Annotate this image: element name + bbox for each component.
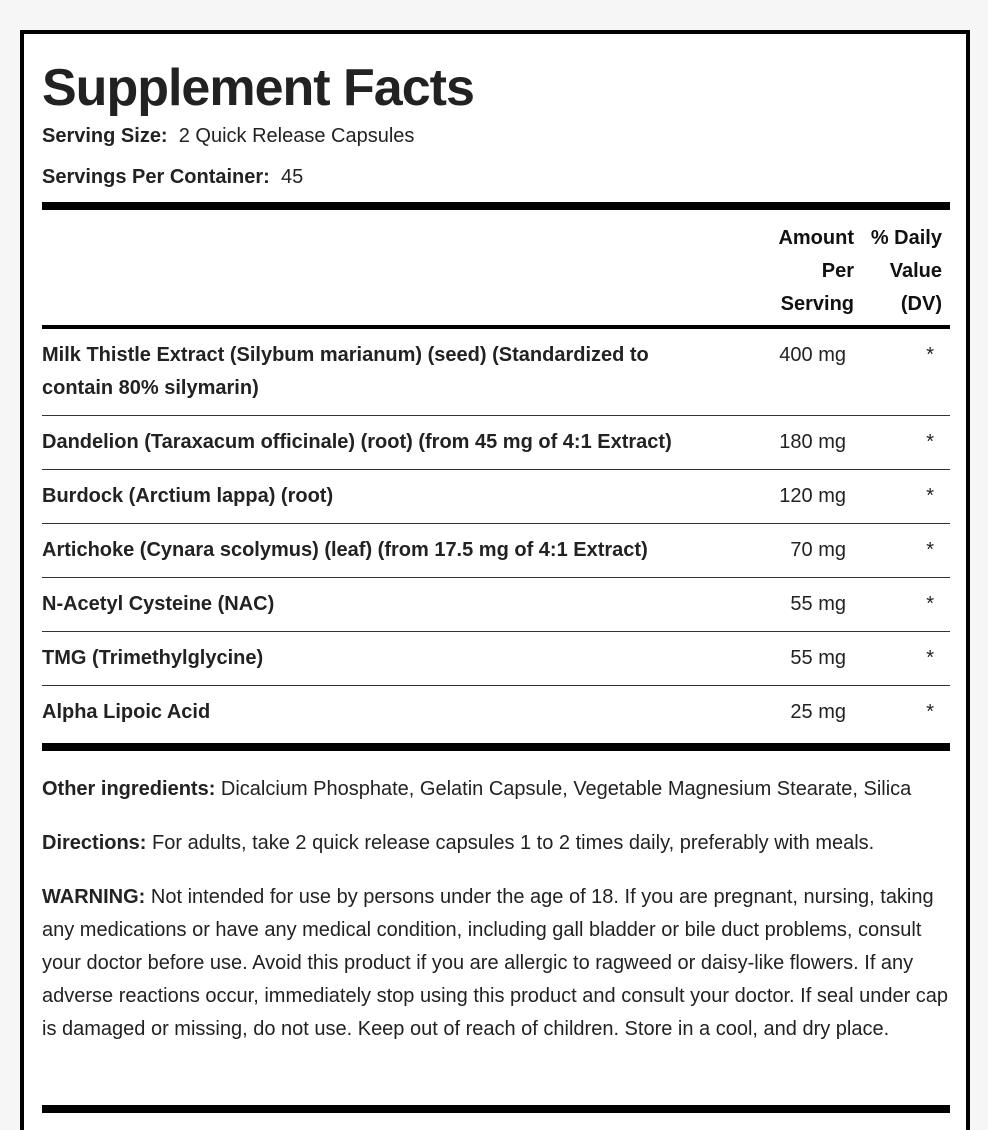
ingredient-name: Milk Thistle Extract (Silybum marianum) (seed) (Standardized to contain 80% silymarin)	[42, 344, 649, 399]
header-line: (DV)	[900, 293, 942, 315]
ingredient-amount: 25 mg	[790, 701, 846, 723]
header-line: Amount	[778, 227, 854, 249]
divider-bottom	[42, 1105, 950, 1113]
servings-per-container	[42, 165, 950, 189]
ingredient-name: N-Acetyl Cysteine (NAC)	[42, 593, 275, 615]
header-line: % Daily	[870, 227, 942, 249]
ingredient-name: Burdock (Arctium lappa) (root)	[42, 485, 334, 507]
table-row	[42, 578, 950, 631]
ingredient-dv: *	[926, 647, 934, 669]
ingredient-dv: *	[926, 431, 934, 453]
serving-size-label: Serving Size:	[42, 125, 168, 147]
panel-content	[42, 34, 950, 1046]
ingredient-amount: 55 mg	[790, 647, 846, 669]
table-row	[42, 524, 950, 577]
table-row	[42, 686, 950, 739]
table-row	[42, 632, 950, 685]
table-row	[42, 416, 950, 469]
ingredient-dv: *	[926, 539, 934, 561]
ingredient-amount: 120 mg	[779, 485, 846, 507]
ingredient-dv: *	[926, 701, 934, 723]
other-ingredients-label: Other ingredients:	[42, 778, 216, 800]
ingredient-amount: 180 mg	[779, 431, 846, 453]
other-ingredients	[42, 773, 950, 806]
servings-per-container-label: Servings Per Container:	[42, 166, 270, 188]
ingredient-amount: 55 mg	[790, 593, 846, 615]
table-header	[42, 210, 950, 325]
header-line: Serving	[780, 293, 854, 315]
table-row	[42, 329, 950, 415]
ingredient-dv: *	[926, 485, 934, 507]
amount-per-serving-header	[778, 222, 854, 321]
divider-thick	[42, 743, 950, 751]
ingredient-name: Alpha Lipoic Acid	[42, 701, 211, 723]
ingredient-amount: 400 mg	[779, 344, 846, 366]
directions-text: For adults, take 2 quick release capsules 1 to 2 times daily, preferably with meals.	[152, 832, 875, 854]
divider-thick	[42, 202, 950, 210]
ingredient-dv: *	[926, 344, 934, 366]
daily-value-header	[871, 222, 942, 321]
serving-size	[42, 124, 950, 148]
serving-size-value: 2 Quick Release Capsules	[178, 125, 415, 147]
table-row	[42, 470, 950, 523]
directions-label: Directions:	[42, 832, 147, 854]
ingredient-name: Dandelion (Taraxacum officinale) (root) (from 45 mg of 4:1 Extract)	[42, 431, 672, 453]
ingredient-name: TMG (Trimethylglycine)	[42, 647, 264, 669]
directions	[42, 827, 950, 860]
ingredient-amount: 70 mg	[790, 539, 846, 561]
ingredient-name: Artichoke (Cynara scolymus) (leaf) (from 17.5 mg of 4:1 Extract)	[42, 539, 648, 561]
other-ingredients-text: Dicalcium Phosphate, Gelatin Capsule, Vegetable Magnesium Stearate, Silica	[220, 778, 912, 800]
warning-text: Not intended for use by persons under the age of 18. If you are pregnant, nursing, taking any medications or have any medical condition, including gall bladder or bile duct problems, consult your doctor before use. Avoid this product if you are allergic to ragweed or daisy-like flowers. If any adverse reactions occur, immediately stop using this product and consult your doctor. If seal under cap is damaged or missing, do not use. Keep out of reach of children. Store in a cool, and dry place.	[42, 886, 949, 1040]
page-title: Supplement Facts	[42, 59, 474, 117]
header-line: Per	[821, 260, 854, 282]
ingredient-dv: *	[926, 593, 934, 615]
header-line: Value	[889, 260, 942, 282]
supplement-facts-panel	[20, 30, 970, 1130]
warning-label: WARNING:	[42, 886, 146, 908]
servings-per-container-value: 45	[280, 166, 304, 188]
warning	[42, 881, 950, 1046]
